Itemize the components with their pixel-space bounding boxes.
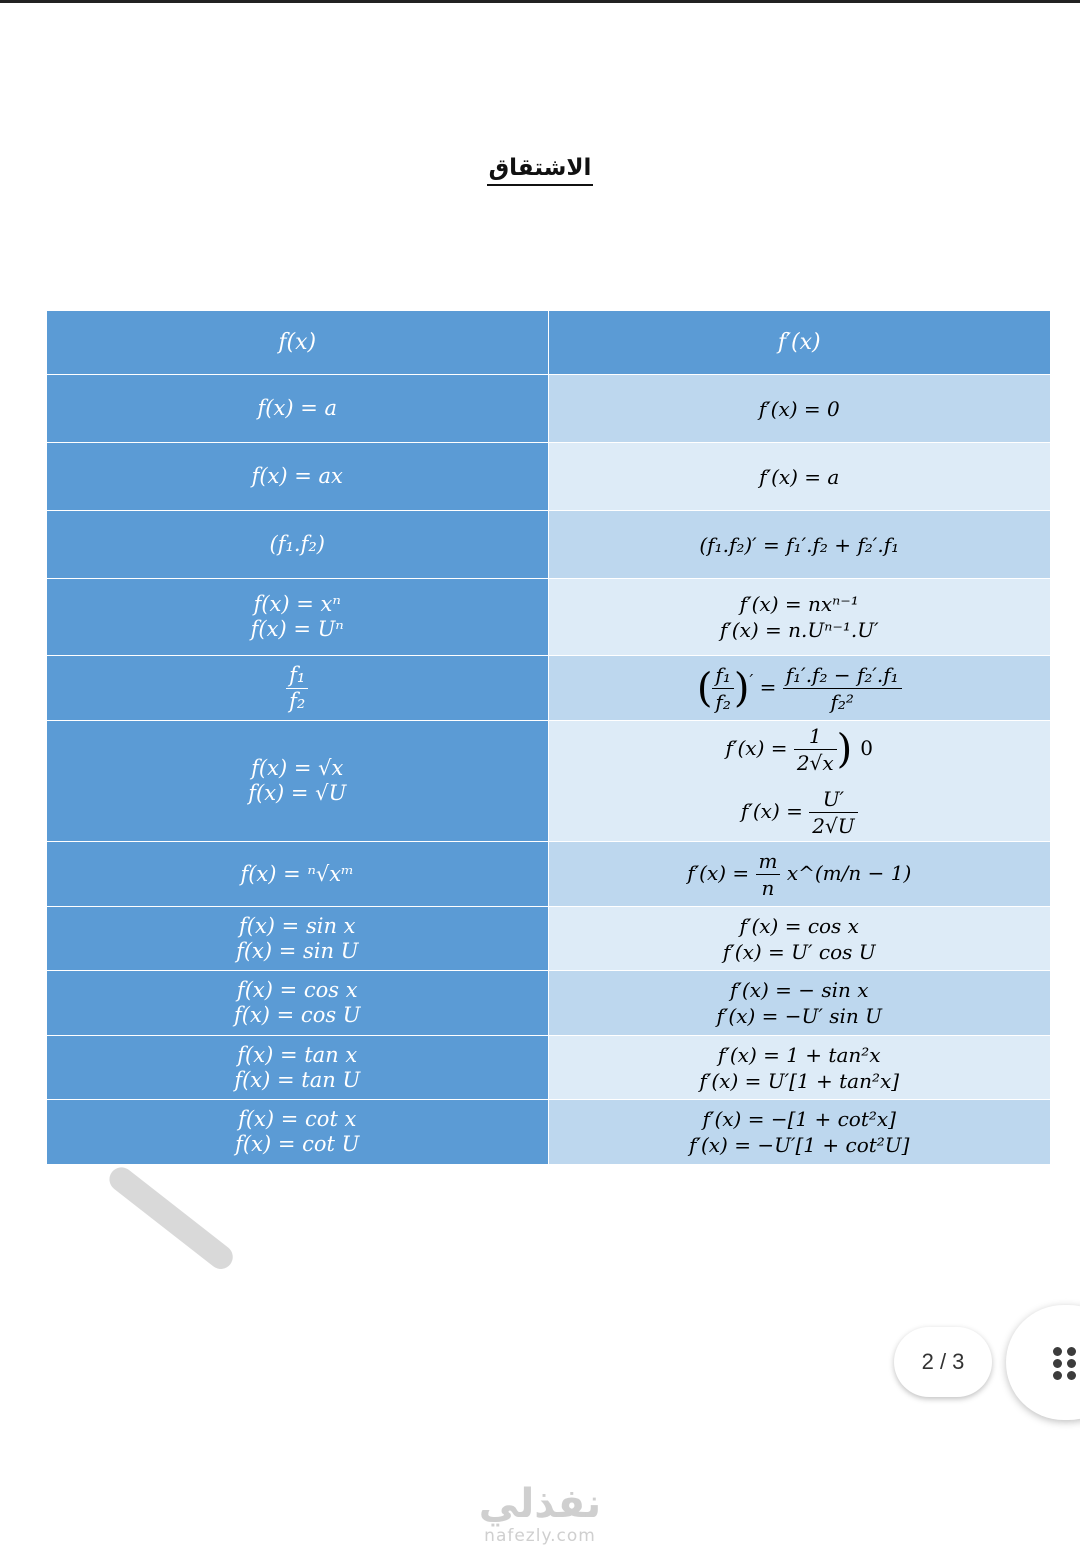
watermark-stroke bbox=[105, 1163, 238, 1274]
grid-dots-icon bbox=[1053, 1347, 1079, 1381]
table-row bbox=[47, 443, 1050, 511]
derivative-cell: f′(x) = − sin x f′(x) = −U′ sin U bbox=[548, 971, 1050, 1036]
function-cell: f(x) = tan x f(x) = tan U bbox=[47, 1036, 548, 1100]
derivative-cell: f′(x) = 1 + tan²x f′(x) = U′[1 + tan²x] bbox=[548, 1036, 1050, 1100]
table-row bbox=[47, 721, 1050, 842]
top-border bbox=[0, 0, 1080, 3]
table-row bbox=[47, 511, 1050, 579]
table-row bbox=[47, 971, 1050, 1036]
logo-latin: nafezly.com bbox=[484, 1526, 596, 1546]
derivative-cell: f′(x) = a bbox=[548, 443, 1050, 511]
grid-menu-button[interactable] bbox=[1006, 1305, 1080, 1420]
derivative-cell: f′(x) = cos x f′(x) = U′ cos U bbox=[548, 907, 1050, 971]
table-row bbox=[47, 1100, 1050, 1164]
site-logo bbox=[0, 1482, 1080, 1546]
derivative-cell: ( $\frac{\text{f₁}}{\text{f₂}}$ )′ = $\frac{\text{f₁′.f₂ − f₂′.f₁}}{\text{f₂²}}$ bbox=[548, 656, 1050, 721]
quotient-derivative-fraction: $\frac{\text{f₁′.f₂ − f₂′.f₁}}{\text{f₂²}}$ bbox=[783, 662, 902, 715]
function-cell: f(x) = cos x f(x) = cos U bbox=[47, 971, 548, 1036]
derivative-cell: f′(x) = $\frac{1}{2√x}$ ) 0 f′(x) = $\frac{U'}{2√U}$ bbox=[548, 721, 1050, 842]
quotient-fraction: $\frac{\text{f₁}}{\text{f₂}}$ bbox=[286, 663, 308, 714]
function-cell bbox=[47, 656, 548, 721]
function-cell: (f₁.f₂) bbox=[47, 511, 548, 579]
function-cell: f(x) = a bbox=[47, 375, 548, 443]
table-header-row bbox=[47, 311, 1050, 375]
table-row bbox=[47, 579, 1050, 656]
logo-arabic: نفذلي bbox=[478, 1481, 602, 1527]
derivative-cell: f′(x) = nxⁿ⁻¹ f′(x) = n.Uⁿ⁻¹.U′ bbox=[548, 579, 1050, 656]
header-derivative: f′(x) bbox=[548, 311, 1050, 375]
table-row bbox=[47, 1036, 1050, 1100]
derivative-cell: f′(x) = $\frac{m}{n}$ x^(m/n − 1) bbox=[548, 842, 1050, 907]
page-title bbox=[0, 155, 1080, 181]
derivative-cell: (f₁.f₂)′ = f₁′.f₂ + f₂′.f₁ bbox=[548, 511, 1050, 579]
function-cell: f(x) = √x f(x) = √U bbox=[47, 721, 548, 842]
table-row bbox=[47, 842, 1050, 907]
table-row bbox=[47, 907, 1050, 971]
page-indicator[interactable] bbox=[894, 1327, 992, 1397]
header-function: f(x) bbox=[47, 311, 548, 375]
derivative-cell: f′(x) = −[1 + cot²x] f′(x) = −U′[1 + cot²U] bbox=[548, 1100, 1050, 1164]
derivative-cell: f′(x) = 0 bbox=[548, 375, 1050, 443]
function-cell: f(x) = ax bbox=[47, 443, 548, 511]
function-cell: f(x) = ⁿ√xᵐ bbox=[47, 842, 548, 907]
derivatives-table bbox=[47, 310, 1050, 1164]
function-cell: f(x) = cot x f(x) = cot U bbox=[47, 1100, 548, 1164]
table-row bbox=[47, 656, 1050, 721]
function-cell: f(x) = xⁿ f(x) = Uⁿ bbox=[47, 579, 548, 656]
page-indicator-label: 2 / 3 bbox=[921, 1349, 965, 1374]
table-row bbox=[47, 375, 1050, 443]
function-cell: f(x) = sin x f(x) = sin U bbox=[47, 907, 548, 971]
page-title-text: الاشتقاق bbox=[487, 155, 594, 186]
